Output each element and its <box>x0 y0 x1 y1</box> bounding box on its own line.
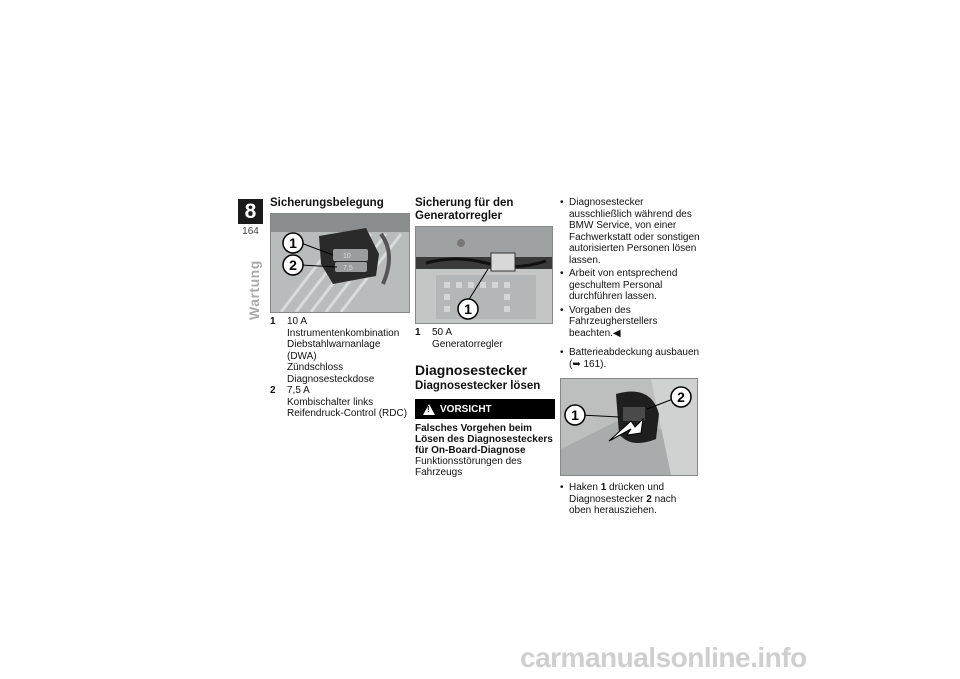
column-diagnostic-steps <box>560 197 700 519</box>
list-item: • Batterieabdeckung ausbauen (➥ 161). <box>560 347 700 370</box>
step-text: nach oben herausziehen. <box>569 493 677 516</box>
list-item: • Diagnosestecker ausschließlich während des BMW Service, von einer Fachwerkstatt oder sonstigen autorisierten Personen lösen lassen. <box>560 197 700 266</box>
step-ref-1: 1 <box>600 482 607 493</box>
warning-title: Falsches Vorgehen beim Lösen des Diagnosesteckers für On-Board-Diagnose <box>415 423 553 456</box>
heading-fuse-assignment: Sicherungsbelegung <box>270 197 384 209</box>
section-title-diagnostic: Diagnosestecker <box>415 362 528 378</box>
callout-1: 1 <box>571 407 579 423</box>
list-item: • Vorgaben des Fahrzeugherstellers beachten.◀ <box>560 305 700 340</box>
list-item <box>560 482 700 517</box>
fuse-label-7-5: 7,5 <box>343 265 353 272</box>
step-ref-2: 2 <box>646 493 652 505</box>
legend-number: 2 <box>270 385 276 396</box>
legend-line: Kombischalter links <box>287 396 374 408</box>
legend-line: Diebstahlwarnanlage <box>287 339 381 350</box>
callout-1: 1 <box>464 301 472 317</box>
photo-generator-fuse <box>415 226 553 324</box>
step-text: Haken <box>569 482 601 493</box>
legend-line: Instrumentenkombination <box>287 327 400 339</box>
instruction-list <box>560 197 700 370</box>
watermark: carmanualsonline.info <box>520 642 807 673</box>
legend-line: Diagnosesteckdose <box>287 373 375 385</box>
fuse-legend <box>270 316 410 420</box>
photo-diagnostic-connector <box>560 378 698 476</box>
legend-line: (DWA) <box>287 350 317 362</box>
heading-generator-fuse: Sicherung für den Generatorregler <box>415 197 514 222</box>
warning-label: VORSICHT <box>440 403 492 415</box>
step-list <box>560 482 700 517</box>
column-generator-fuse <box>415 197 555 478</box>
callout-1: 1 <box>289 235 297 251</box>
callout-2: 2 <box>289 257 297 273</box>
page-number: 164 <box>242 226 259 237</box>
legend-line: 10 A <box>287 316 308 327</box>
legend-number: 1 <box>270 316 276 327</box>
legend-line: Reifendruck-Control (RDC) <box>287 408 408 419</box>
column-fuse-assignment <box>270 197 410 420</box>
legend-item <box>415 327 555 350</box>
callout-2: 2 <box>677 389 685 405</box>
chapter-label: Wartung <box>246 260 262 320</box>
legend-line: 50 A <box>432 327 453 338</box>
subsection-title-diagnostic: Diagnosestecker lösen <box>415 380 541 392</box>
legend-line: 7,5 A <box>287 385 310 396</box>
generator-legend <box>415 327 555 350</box>
warning-text: Funktionsstörungen des Fahrzeugs <box>415 456 522 478</box>
warning-icon <box>423 404 435 415</box>
legend-number: 1 <box>415 327 421 338</box>
warning-bar <box>415 399 555 419</box>
legend-line: Zündschloss <box>287 362 344 373</box>
list-item: • Arbeit von entsprechend geschultem Personal durchführen lassen. <box>560 268 700 303</box>
legend-item <box>270 385 410 420</box>
legend-line: Generatorregler <box>432 338 503 350</box>
step-text: drücken und Diagnosestecker <box>569 482 665 505</box>
fuse-label-10: 10 <box>343 253 351 260</box>
photo-fuse-box <box>270 213 410 313</box>
legend-item <box>270 316 410 385</box>
chapter-number-tab: 8 <box>238 199 263 224</box>
